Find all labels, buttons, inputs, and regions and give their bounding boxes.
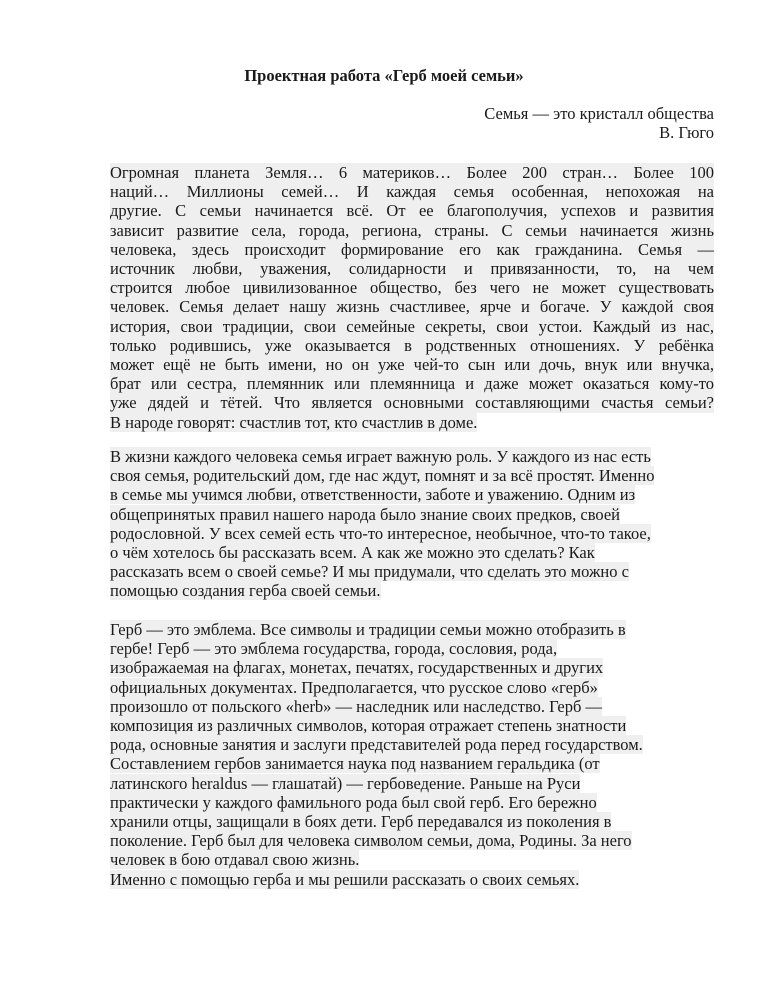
paragraph-line-text: человек в бою отдавал свою жизнь. [110,850,360,870]
paragraph-line-text: произошло от польского «herb» — наследник или наследство. Герб — [110,696,603,716]
paragraph-line-text: гербе! Герб — это эмблема государства, города, сословия, рода, [110,639,558,659]
paragraph-line-text: В жизни каждого человека семья играет важную роль. У каждого из нас есть [110,447,651,466]
paragraph-line-text: человек. Семья делает нашу жизнь счастливее, ярче и богаче. У каждой своя [110,297,714,317]
paragraph-line [110,754,714,773]
paragraph-line [110,735,714,754]
paragraph-2 [110,447,714,601]
paragraph-line [110,870,714,889]
paragraph-line [110,850,714,869]
paragraph-line [110,831,714,850]
paragraph-line-text: может ещё не быть имени, но он уже чей-то сын или дочь, внук или внучка, [110,355,714,375]
paragraph-line-text: хранили отцы, защищали в боях дети. Герб передавался из поколения в [110,812,612,832]
paragraph-line [110,221,714,240]
paragraph-line [110,393,714,412]
paragraph-line-text: Именно с помощью герба и мы решили рассказать о своих семьях. [110,869,580,889]
paragraph-line-text: официальных документах. Предполагается, что русское слово «герб» [110,677,598,697]
paragraph-line-text: общепринятых правил нашего народа было знание своих предков, своей [110,504,620,524]
paragraph-line [110,793,714,812]
epigraph-quote: Семья — это кристалл общества [484,104,714,123]
paragraph-line [110,658,714,677]
paragraph-line-text: Составлением гербов занимается наука под названием геральдика (от [110,754,600,774]
paragraph-line [110,697,714,716]
paragraph-line-text: уже дядей и тётей. Что является основными составляющими счастья семьи? [110,393,714,413]
paragraph-line-text: источник любви, уважения, солидарности и привязанности, то, на чем [110,259,714,279]
paragraph-line-text: родословной. У всех семей есть что-то интересное, необычное, что-то такое, [110,523,651,543]
paragraph-line-text: рассказать всем о своей семье? И мы придумали, что сделать это можно с [110,562,629,582]
paragraph-line [110,317,714,336]
paragraph-line-text: другие. С семьи начинается всё. От ее благополучия, успехов и развития [110,201,714,221]
paragraph-line [110,413,714,432]
paragraph-line [110,278,714,297]
paragraph-line-text: зависит развитие села, города, региона, страны. С семьи начинается жизнь [110,220,714,240]
paragraph-line-text: помощью создания герба своей семьи. [110,581,381,601]
paragraph-line-text: брат или сестра, племянник или племянница и даже может оказаться кому-то [110,374,714,394]
paragraph-line [110,774,714,793]
paragraph-line [110,581,714,600]
paragraph-line [110,201,714,220]
paragraph-line [110,485,714,504]
paragraph-line [110,812,714,831]
paragraph-line [110,543,714,562]
paragraph-line [110,620,714,639]
paragraph-line [110,716,714,735]
paragraph-line [110,562,714,581]
epigraph [484,104,714,142]
paragraph-line [110,505,714,524]
paragraph-line-text: рода, основные занятия и заслуги представителей рода перед государством. [110,735,643,755]
paragraph-line-text: Герб — это эмблема. Все символы и традиции семьи можно отобразить в [110,620,626,639]
epigraph-author: В. Гюго [659,123,714,142]
paragraph-line-text: В народе говорят: счастлив тот, кто счастлив в доме. [110,412,478,432]
paragraph-line-text: наций… Миллионы семей… И каждая семья особенная, непохожая на [110,182,714,202]
paragraph-1 [110,163,714,432]
page-title: Проектная работа «Герб моей семьи» [244,66,524,85]
paragraph-3 [110,620,714,889]
paragraph-line-text: в семье мы учимся любви, ответственности, заботе и уважению. Одним из [110,485,636,505]
paragraph-line-text: строится любое цивилизованное общество, без чего не может существовать [110,278,714,298]
paragraph-line [110,182,714,201]
paragraph-line-text: композиция из различных символов, которая отражает степень знатности [110,716,627,736]
paragraph-line [110,240,714,259]
paragraph-line [110,336,714,355]
paragraph-line-text: практически у каждого фамильного рода был свой герб. Его бережно [110,792,597,812]
paragraph-line [110,466,714,485]
paragraph-line [110,163,714,182]
paragraph-line-text: своя семья, родительский дом, где нас ждут, помнят и за всё простят. Именно [110,466,655,486]
paragraph-line-text: изображаемая на флагах, монетах, печатях, государственных и других [110,658,604,678]
paragraph-line-text: о чём хотелось бы рассказать всем. А как же можно это сделать? Как [110,543,595,563]
paragraph-line [110,639,714,658]
paragraph-line-text: поколение. Герб был для человека символом семьи, дома, Родины. За него [110,831,632,851]
paragraph-line-text: история, свои традиции, свои семейные секреты, свои устои. Каждый из нас, [110,316,714,336]
paragraph-line [110,524,714,543]
paragraph-line [110,297,714,316]
paragraph-line [110,355,714,374]
paragraph-line [110,374,714,393]
paragraph-line-text: только родившись, уже оказывается в родственных отношениях. У ребёнка [110,335,714,355]
paragraph-line-text: человека, здесь происходит формирование его как гражданина. Семья — [110,239,714,259]
paragraph-line-text: Огромная планета Земля… 6 материков… Более 200 стран… Более 100 [110,163,714,182]
paragraph-line-text: латинского heraldus — глашатай) — гербоведение. Раньше на Руси [110,773,581,793]
paragraph-line [110,259,714,278]
paragraph-line [110,678,714,697]
paragraph-line [110,447,714,466]
